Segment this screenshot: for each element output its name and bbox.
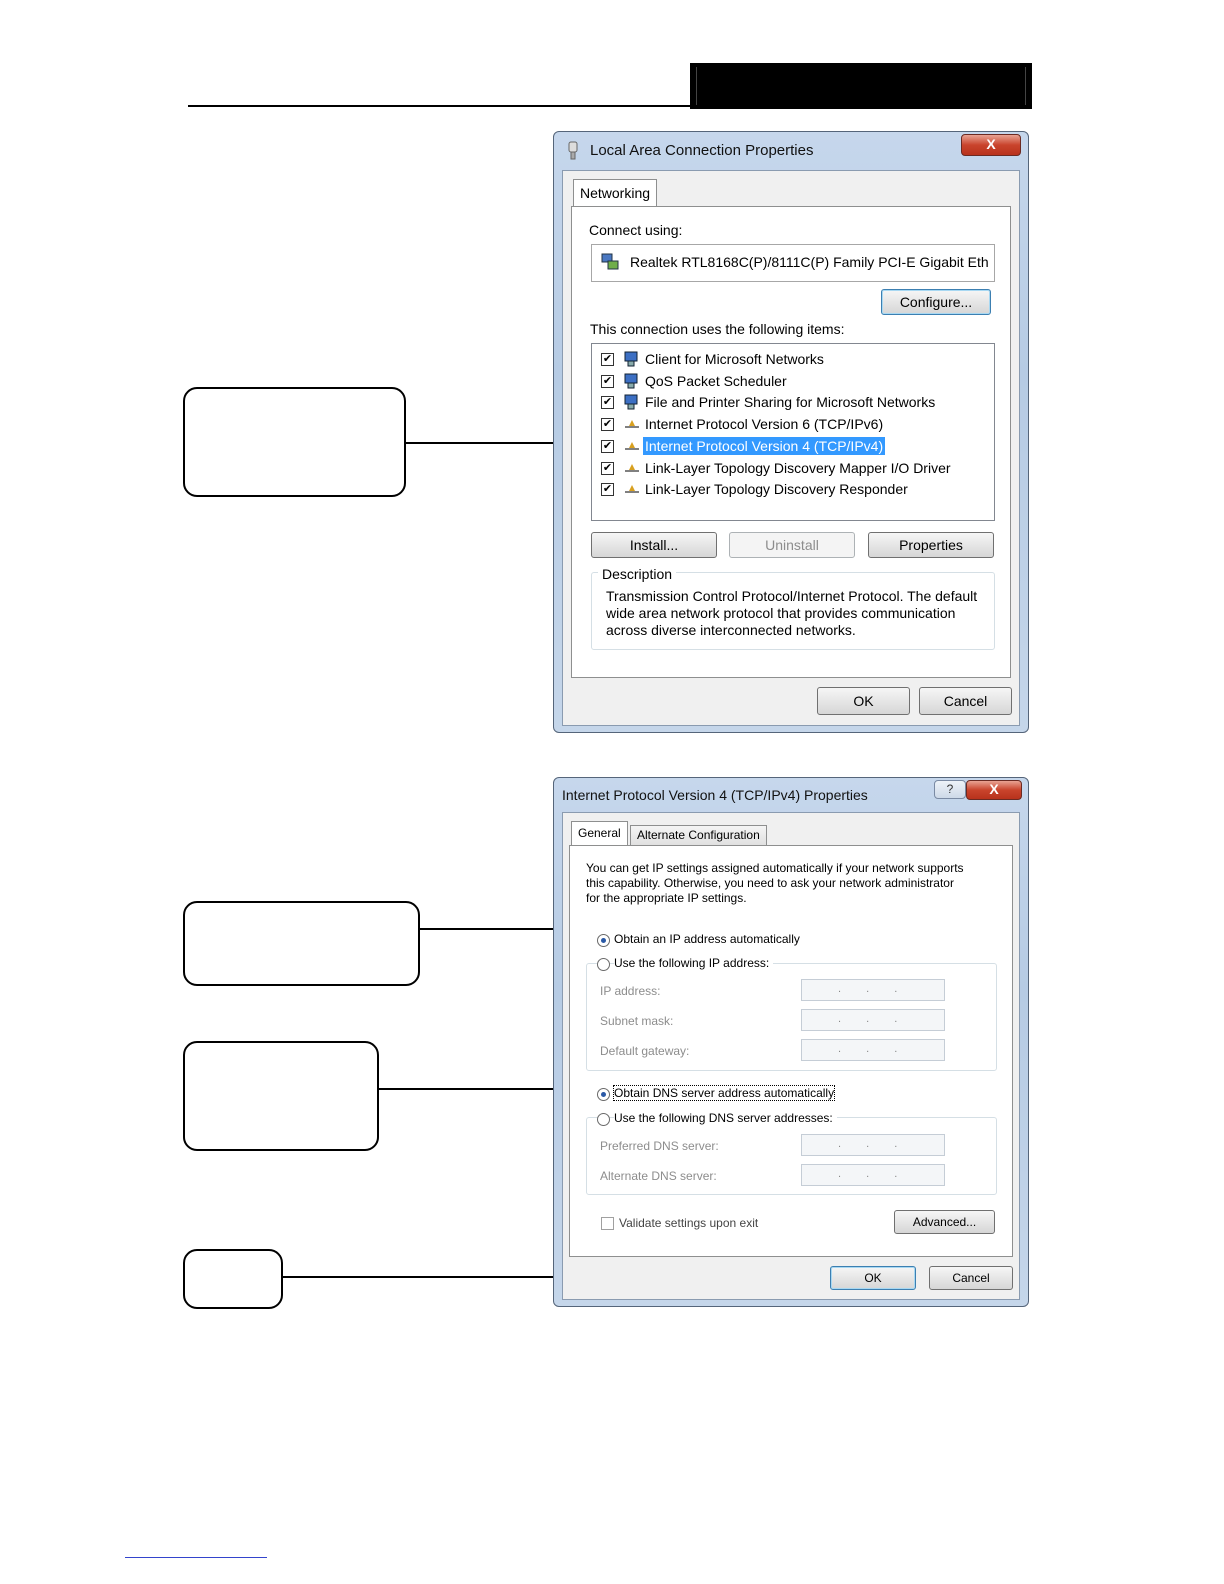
item-checkbox[interactable]: ✔ [602, 374, 613, 387]
validate-checkbox[interactable] [601, 1217, 614, 1230]
local-area-connection-properties-window [553, 131, 1029, 733]
list-item[interactable] [592, 479, 992, 499]
protocol-icon [623, 459, 641, 477]
subnet-mask-input[interactable] [801, 1009, 945, 1031]
ok-button[interactable]: OK [817, 687, 910, 715]
description-line-1: Transmission Control Protocol/Internet Protocol. The default [606, 588, 978, 604]
list-item[interactable] [592, 414, 992, 434]
configure-button[interactable]: Configure... [881, 289, 991, 315]
cancel-button[interactable]: Cancel [919, 687, 1012, 715]
item-label: Client for Microsoft Networks [645, 351, 824, 367]
ip-address-label: IP address: [600, 984, 661, 998]
general-panel [569, 845, 1013, 1257]
connect-using-label: Connect using: [589, 222, 683, 238]
item-label: File and Printer Sharing for Microsoft Networks [645, 394, 936, 411]
list-item[interactable] [592, 458, 992, 478]
tab-networking[interactable]: Networking [573, 179, 657, 207]
use-dns-label[interactable]: Use the following DNS server addresses: [614, 1111, 837, 1125]
alternate-dns-input[interactable] [801, 1164, 945, 1186]
advanced-button[interactable]: Advanced... [894, 1210, 995, 1234]
list-item[interactable] [592, 349, 992, 369]
protocol-icon [623, 480, 641, 498]
use-dns-radio[interactable] [597, 1113, 610, 1126]
header-rule [188, 105, 692, 107]
close-button[interactable]: X [961, 134, 1021, 156]
list-item[interactable] [592, 371, 992, 391]
networking-panel [571, 206, 1011, 678]
header-black-box [690, 63, 1032, 109]
item-label: Link-Layer Topology Discovery Responder [645, 481, 908, 498]
alternate-dns-label: Alternate DNS server: [600, 1169, 717, 1183]
intro-line-3: for the appropriate IP settings. [586, 891, 747, 905]
window-title: Internet Protocol Version 4 (TCP/IPv4) Properties [562, 787, 868, 803]
ip-dots: . . . [838, 1168, 898, 1180]
list-item[interactable] [592, 392, 992, 412]
intro-line-2: this capability. Otherwise, you need to ask your network administrator [586, 876, 954, 890]
ip-address-input[interactable] [801, 979, 945, 1001]
window-client-area [562, 170, 1020, 726]
preferred-dns-input[interactable] [801, 1134, 945, 1156]
client-icon [623, 350, 641, 368]
window-client-area [562, 812, 1020, 1300]
window-title: Local Area Connection Properties [590, 142, 814, 159]
preferred-dns-label: Preferred DNS server: [600, 1139, 719, 1153]
item-checkbox[interactable]: ✔ [602, 396, 613, 409]
item-checkbox[interactable]: ✔ [602, 461, 613, 474]
tab-alternate-configuration[interactable]: Alternate Configuration [630, 825, 767, 846]
protocol-icon [623, 415, 641, 433]
properties-button[interactable]: Properties [868, 532, 994, 558]
ip-dots: . . . [838, 1043, 898, 1055]
cancel-button[interactable]: Cancel [929, 1266, 1013, 1290]
item-checkbox[interactable]: ✔ [602, 483, 613, 496]
use-ip-radio[interactable] [597, 958, 610, 971]
obtain-dns-radio[interactable] [597, 1088, 610, 1101]
callout-box-1 [183, 387, 406, 497]
adapter-icon [600, 252, 620, 272]
obtain-dns-label[interactable]: Obtain DNS server address automatically [614, 1086, 835, 1100]
ip-dots: . . . [838, 1138, 898, 1150]
item-label: Internet Protocol Version 4 (TCP/IPv4) [645, 437, 884, 454]
adapter-name: Realtek RTL8168C(P)/8111C(P) Family PCI-E Gigabit Eth [630, 254, 989, 270]
adapter-field [591, 244, 995, 282]
install-button[interactable]: Install... [591, 532, 717, 558]
network-adapter-icon [566, 141, 580, 161]
default-gateway-input[interactable] [801, 1039, 945, 1061]
ipv4-properties-window [553, 777, 1029, 1307]
ok-button[interactable]: OK [830, 1266, 916, 1290]
obtain-ip-label[interactable]: Obtain an IP address automatically [614, 932, 800, 946]
qos-icon [623, 372, 641, 390]
obtain-ip-radio[interactable] [597, 934, 610, 947]
item-label: QoS Packet Scheduler [645, 372, 787, 389]
list-item[interactable] [592, 436, 992, 456]
description-line-2: wide area network protocol that provides communication [606, 605, 956, 621]
protocol-icon [623, 437, 641, 455]
item-label: Internet Protocol Version 6 (TCP/IPv6) [645, 416, 884, 433]
help-button[interactable]: ? [934, 780, 966, 799]
use-ip-label[interactable]: Use the following IP address: [614, 956, 773, 970]
item-checkbox[interactable]: ✔ [602, 439, 613, 452]
ip-dots: . . . [838, 983, 898, 995]
callout-box-3 [183, 1041, 379, 1151]
intro-line-1: You can get IP settings assigned automatically if your network supports [586, 861, 964, 875]
components-list [591, 343, 995, 521]
close-button[interactable]: X [966, 780, 1022, 800]
item-checkbox[interactable]: ✔ [602, 418, 613, 431]
ip-dots: . . . [838, 1013, 898, 1025]
footer-rule [125, 1557, 267, 1558]
description-label: Description [598, 566, 676, 582]
uninstall-button[interactable]: Uninstall [729, 532, 855, 558]
default-gateway-label: Default gateway: [600, 1044, 690, 1058]
tab-general[interactable]: General [571, 821, 628, 847]
description-line-3: across diverse interconnected networks. [606, 622, 856, 638]
validate-label[interactable]: Validate settings upon exit [619, 1216, 759, 1230]
item-checkbox[interactable]: ✔ [602, 353, 613, 365]
share-icon [623, 393, 641, 411]
item-label: Link-Layer Topology Discovery Mapper I/O Driver [645, 459, 951, 476]
items-label: This connection uses the following items: [590, 321, 845, 337]
callout-box-2 [183, 901, 420, 986]
callout-box-4 [183, 1249, 283, 1309]
subnet-mask-label: Subnet mask: [600, 1014, 674, 1028]
